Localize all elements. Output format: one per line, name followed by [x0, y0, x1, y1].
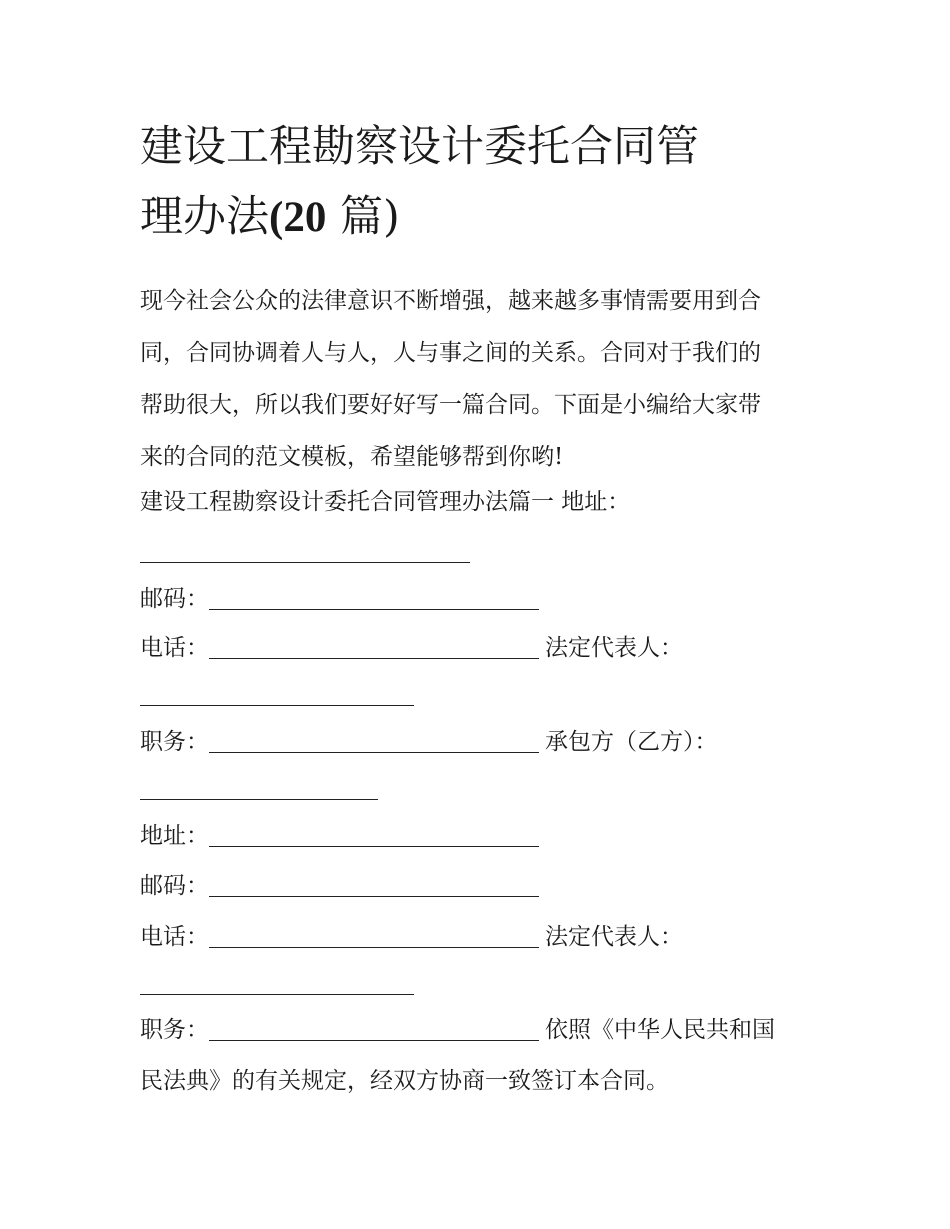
intro-line-3: 帮助很大，所以我们要好好写一篇合同。下面是小编给大家带 — [140, 392, 761, 418]
address2-line — [140, 816, 539, 856]
legal-rep2-label: 法定代表人： — [545, 924, 683, 950]
document-title — [140, 112, 830, 253]
title-line-2 — [140, 182, 830, 253]
position2-line — [140, 1010, 775, 1050]
postcode1-label: 邮码： — [140, 586, 209, 612]
contractor-blank-line — [140, 769, 378, 809]
address2-label: 地址： — [140, 823, 209, 849]
section-heading: 建设工程勘察设计委托合同管理办法篇一 地址： — [140, 489, 631, 515]
phone2-blank — [209, 925, 539, 948]
title-line-1: 建设工程勘察设计委托合同管 — [140, 122, 699, 172]
phone2-line — [140, 917, 683, 957]
section-heading-line — [140, 482, 630, 522]
postcode2-label: 邮码： — [140, 873, 209, 899]
postcode2-line — [140, 866, 539, 906]
position1-label: 职务： — [140, 729, 209, 755]
legal-rep2-blank — [140, 972, 414, 995]
phone1-blank — [209, 636, 539, 659]
postcode1-line — [140, 579, 539, 619]
address2-blank — [209, 824, 539, 847]
position1-blank — [209, 730, 539, 753]
phone1-label: 电话： — [140, 635, 209, 661]
legal-rep1-blank — [140, 683, 414, 706]
title-line-2-prefix: 理办法 — [140, 192, 269, 242]
title-line-2-suffix: 篇) — [326, 192, 400, 242]
legal-rep1-label: 法定代表人： — [545, 635, 683, 661]
legal-rep1-blank-line — [140, 675, 414, 715]
phone1-line — [140, 628, 683, 668]
postcode1-blank — [209, 587, 539, 610]
basis-text-2: 民法典》的有关规定，经双方协商一致签订本合同。 — [140, 1068, 669, 1094]
postcode2-blank — [209, 874, 539, 897]
intro-line-2: 同，合同协调着人与人，人与事之间的关系。合同对于我们的 — [140, 340, 761, 366]
intro-line-1: 现今社会公众的法律意识不断增强，越来越多事情需要用到合 — [140, 288, 761, 314]
position2-blank — [209, 1018, 539, 1041]
basis-line-2 — [140, 1061, 669, 1101]
position1-line — [140, 722, 718, 762]
phone2-label: 电话： — [140, 924, 209, 950]
intro-line-4: 来的合同的范文模板，希望能够帮到你哟! — [140, 444, 564, 470]
contractor-label: 承包方（乙方）： — [545, 729, 718, 755]
address-blank-line — [140, 532, 470, 572]
contractor-blank — [140, 777, 378, 800]
position2-label: 职务： — [140, 1017, 209, 1043]
title-count: (20 — [269, 194, 327, 241]
legal-rep2-blank-line — [140, 964, 414, 1004]
address1-blank — [140, 540, 470, 563]
intro-paragraph — [140, 275, 830, 483]
basis-text-1: 依照《中华人民共和国 — [545, 1017, 775, 1043]
